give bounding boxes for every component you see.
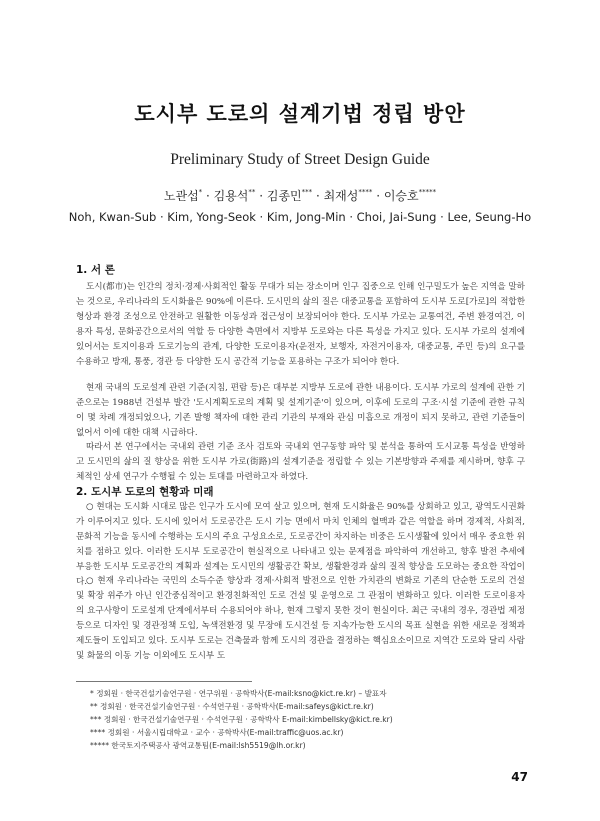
author-ko: 김종민*** (266, 188, 313, 203)
author-ko: 김용석** (213, 188, 256, 203)
footnote: *** 정회원 · 한국건설기술연구원 · 수석연구원 · 공학박사 E-mail:kimbellsky@kict.re.kr) (90, 715, 393, 724)
author-ko: 노관섭* (163, 188, 203, 203)
footnote: ***** 한국토지주택공사 광역교통팀(E-mail:lsh5519@lh.or.kr) (90, 741, 306, 750)
paragraph: 도시(都市)는 인간의 정치·경제·사회적인 활동 무대가 되는 장소이며 인구 집중으로 인해 인구밀도가 높은 지역을 말하는 것으로, 우리나라의 도시화율은 90%에 이른다. 도시민의 삶의 질은 대중교통을 포함하여 도시부 도로[가로]의 적합한 형상과 환경 조성으로 안전하고 원활한 이동성과 접근성이 보장되어야 한다. 도시부 가로는 교통여건, 주변 환경여건, 이용자 특성, 문화공간으로서의 역할 등 다양한 측면에서 지방부 도로와는 다른 특성을 가지고 있다. 도시부 가로의 설계에 있어서는 토지이용과 도로기능의 관계, 다양한 도로이용자(운전자, 보행자, 자전거이용자, 대중교통, 주민 등)의 요구를 수용하고 방재, 통풍, 경관 등 다양한 도시 공간적 기능을 포용하는 구조가 되어야 한다. (76, 282, 525, 367)
authors-english: Noh, Kwan-Sub · Kim, Yong-Seok · Kim, Jong-Min · Choi, Jai-Sung · Lee, Seung-Ho (68, 210, 532, 224)
authors-korean: 노관섭* · 김용석** · 김종민*** · 최재성**** · 이승호***** (163, 188, 437, 203)
author-ko: 이승호***** (383, 188, 437, 203)
paper-title: 도시부 도로의 설계기법 정립 방안 (134, 102, 466, 126)
paragraph: ○ 현재 우리나라는 국민의 소득수준 향상과 경제·사회적 발전으로 인한 가치관의 변화로 기존의 단순한 도로의 건설 및 확장 위주가 아닌 인간중심적이고 환경친화적인 도로 건설 및 운영으로 그 관점이 변화하고 있다. 이러한 도로이용자의 요구사항이 도로설계 단계에서부터 수용되어야 하나, 현재 그렇지 못한 것이 현실이다. 최근 국내의 경우, 경관법 제정 등으로 디자인 및 경관정책 도입, 녹색전환경 및 무장애 도시건설 등 지속가능한 도시의 목표 실현을 위한 새로운 정책과 제도들이 도입되고 있다. 도시부 도로는 건축물과 함께 도시의 경관을 결정하는 핵심요소이므로 지역간 도로와 달리 사람 및 화물의 이동 기능 이외에도 도시부 도 (76, 576, 525, 661)
section-heading-status: 2. 도시부 도로의 현황과 미래 (76, 486, 214, 498)
page-number: 47 (511, 770, 528, 784)
paragraph: 따라서 본 연구에서는 국내외 관련 기준 조사 검토와 국내외 연구동향 파악 및 분석을 통하여 도시교통 특성을 반영하고 도시민의 삶의 질 향상을 위한 도시부 가로(街路)의 설계기준을 정립할 수 있는 기본방향과 주제를 제시하며, 향후 구체적인 상세 연구가 수행될 수 있는 토대를 마련하고자 하였다. (76, 442, 525, 482)
footnote-divider (76, 681, 252, 682)
author-ko: 최재성**** (323, 188, 373, 203)
section-heading-introduction: 1. 서 론 (76, 264, 115, 276)
footnote: * 정회원 · 한국건설기술연구원 · 연구위원 · 공학박사(E-mail:ksno@kict.re.kr) – 발표자 (90, 689, 387, 698)
footnote: ** 정회원 · 한국건설기술연구원 · 수석연구원 · 공학박사(E-mail:safeys@kict.re.kr) (90, 702, 374, 711)
footnote: **** 정회원 · 서울시립대학교 · 교수 · 공학박사(E-mail:traffic@uos.ac.kr) (90, 728, 344, 737)
paragraph: ○ 현대는 도시화 시대로 많은 인구가 도시에 모여 살고 있으며, 현재 도시화율은 90%를 상회하고 있고, 광역도시권화가 이루어지고 있다. 도시에 있어서 도로공간은 도시 기능 면에서 마치 인체의 혈맥과 같은 역할을 하며 경제적, 사회적, 문화적 기능을 동시에 수행하는 도시의 주요 구성요소로, 도로공간이 차지하는 비중은 도시생활에 있어서 매우 중요한 위치를 점하고 있다. 이러한 도시부 도로공간이 현실적으로 나타내고 있는 문제점을 파악하여 개선하고, 향후 발전 추세에 부응한 도시부 도로공간의 계획과 설계는 도시민의 생활공간 확보, 생활환경과 삶의 질적 향상을 도모하는 중요한 작업이다. (76, 502, 525, 587)
paper-subtitle: Preliminary Study of Street Design Guide (170, 151, 430, 168)
paragraph: 현재 국내의 도로설계 관련 기준(지침, 편람 등)은 대부분 지방부 도로에 관한 내용이다. 도시부 가로의 설계에 관한 기준으로는 1988년 건설부 발간 '도시계획도로의 계획 및 설계기준'이 있으며, 이후에 도로의 구조·시설 기준에 관한 규칙이 몇 차례 개정되었으나, 기존 발행 책자에 대한 관리 기관의 부재와 관심 미흡으로 개정이 되지 못하고, 관련 기준들이 없어서 이에 대한 대책 시급하다. (76, 383, 525, 438)
footnotes (90, 687, 393, 752)
